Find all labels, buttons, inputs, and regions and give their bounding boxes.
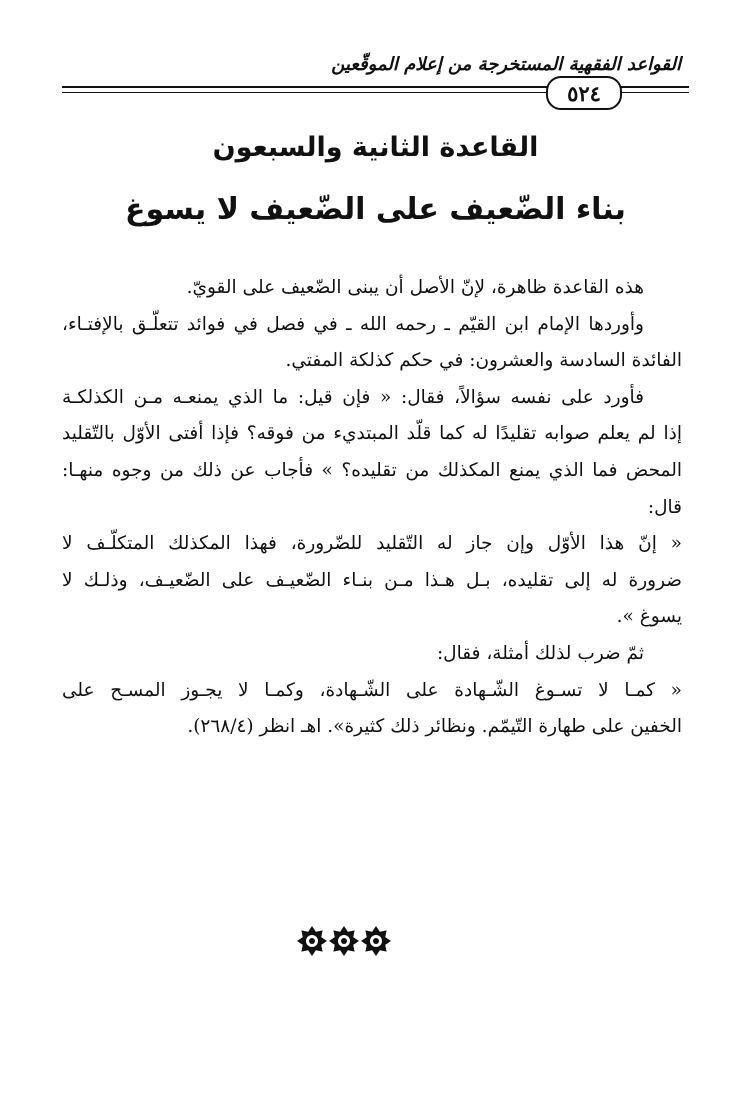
- body-line: الخفين على طهارة التّيمّم. ونظائر ذلك كثيرة». اهـ انظر (٢٦٨/٤).: [187, 716, 682, 738]
- header-rule-top-right: [614, 86, 689, 88]
- ornament-star-dot: [373, 938, 379, 944]
- body-line: المحض فما الذي يمنع المكذلك من تقليده؟ » فأجاب عن ذلك من وجوه منهـا:: [62, 459, 682, 481]
- star-ornament-icon: [296, 924, 392, 958]
- ornament-star-dot: [309, 938, 315, 944]
- body-line: « إنّ هذا الأوّل وإن جاز له التّقليد للضّرورة، فهذا المكذلك المتكلّـف لا: [62, 533, 682, 555]
- chapter-heading: القاعدة الثانية والسبعون: [212, 132, 539, 163]
- page-number: ٥٢٤: [546, 76, 622, 110]
- header-rule-top: [62, 86, 611, 88]
- body-line: فأورد على نفسه سؤالاً، فقال: « فإن قيل: ما الذي يمنعـه مـن الكذلكـة: [62, 386, 644, 408]
- body-line: قال:: [647, 496, 682, 518]
- running-header-title: القواعد الفقهية المستخرجة من إعلام الموقّعين: [331, 54, 681, 75]
- ornament-star-dot: [341, 938, 347, 944]
- header-rule-bottom-right: [614, 92, 689, 93]
- body-line: يسوغ ».: [616, 606, 682, 628]
- body-line: ضرورة له إلى تقليده، بـل هـذا مـن بنـاء الضّعيـف على الضّعيـف، وذلـك لا: [62, 569, 682, 591]
- body-line: وأوردها الإمام ابن القيّم ـ رحمه الله ـ في فصل في فوائد تتعلّـق بالإفتـاء،: [62, 313, 644, 335]
- body-line: ثمّ ضرب لذلك أمثلة، فقال:: [436, 642, 644, 664]
- body-line: « كمـا لا تسـوغ الشّـهادة على الشّـهادة، وكمـا لا يجـوز المسـح على: [62, 679, 682, 701]
- header-rule-bottom: [62, 92, 611, 93]
- rule-title: بناء الضّعيف على الضّعيف لا يسوغ: [125, 192, 626, 227]
- body-line: الفائدة السادسة والعشرون: في حكم كذلكة المفتي.: [285, 350, 682, 372]
- body-text: [62, 270, 682, 746]
- body-line: إذا لم يعلم صوابه تقليدًا له كما قلّد المبتديء من فوقه؟ فإذا أفتى الأوّل بالتّقليد: [62, 423, 682, 445]
- body-line: هذه القاعدة ظاهرة، لإنّ الأصل أن يبنى الضّعيف على القويّ.: [186, 277, 644, 298]
